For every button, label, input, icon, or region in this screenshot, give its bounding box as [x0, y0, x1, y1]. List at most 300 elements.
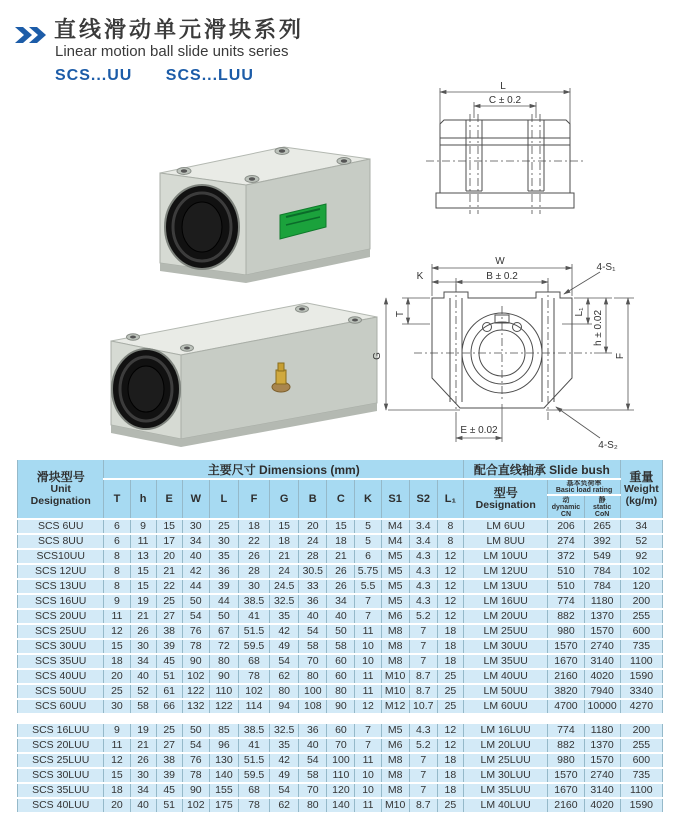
value-cell: 5.5 [355, 579, 381, 594]
value-cell: 30 [130, 768, 156, 783]
value-cell: 7 [409, 753, 437, 768]
value-cell: 80 [209, 654, 238, 669]
value-cell: 40 [327, 609, 355, 624]
value-cell: 102 [620, 564, 662, 579]
value-cell: 2740 [584, 768, 620, 783]
value-cell: 11 [355, 753, 381, 768]
value-cell: 7940 [584, 684, 620, 699]
value-cell: 41 [238, 738, 269, 753]
value-cell: 38.5 [238, 723, 269, 738]
drawing-side-view [390, 80, 630, 240]
value-cell: 18 [104, 783, 130, 798]
value-cell: 78 [238, 798, 269, 813]
value-cell: 8.7 [409, 684, 437, 699]
value-cell: 78 [182, 768, 209, 783]
value-cell: 24 [270, 564, 299, 579]
value-cell: 25 [104, 684, 130, 699]
value-cell: 120 [620, 579, 662, 594]
value-cell: M4 [381, 519, 409, 534]
value-cell: M5 [381, 594, 409, 609]
value-cell: 3.4 [409, 519, 437, 534]
value-cell: 980 [548, 753, 584, 768]
table-row [18, 798, 663, 813]
value-cell: 1590 [620, 798, 662, 813]
unit-designation-cell: SCS 12UU [18, 564, 104, 579]
value-cell: M10 [381, 798, 409, 813]
value-cell: 1100 [620, 654, 662, 669]
bush-designation-cell: LM 35LUU [463, 783, 547, 798]
value-cell: 27 [156, 609, 182, 624]
value-cell: 3340 [620, 684, 662, 699]
value-cell: 5.2 [409, 738, 437, 753]
value-cell: 882 [548, 609, 584, 624]
value-cell: 61 [156, 684, 182, 699]
table-row [18, 609, 663, 624]
dim-label-E: E ± 0.02 [460, 425, 498, 436]
value-cell: 34 [327, 594, 355, 609]
value-cell: 40 [130, 669, 156, 684]
unit-designation-cell: SCS 30LUU [18, 768, 104, 783]
value-cell: 34 [130, 654, 156, 669]
value-cell: 38 [156, 753, 182, 768]
col-header-C: C [327, 479, 355, 519]
unit-designation-cell: SCS 20UU [18, 609, 104, 624]
value-cell: 600 [620, 753, 662, 768]
bush-designation-cell: LM 10UU [464, 549, 548, 564]
col-header-L: L [209, 479, 238, 519]
value-cell: 38 [156, 624, 182, 639]
value-cell: 18 [437, 654, 463, 669]
value-cell: 255 [620, 609, 662, 624]
value-cell: 12 [104, 753, 130, 768]
value-cell: 80 [270, 684, 299, 699]
value-cell: 265 [584, 519, 620, 534]
value-cell: 41 [238, 609, 269, 624]
value-cell: 12 [437, 738, 463, 753]
value-cell: 52 [130, 684, 156, 699]
unit-designation-cell: SCS 40LUU [18, 798, 104, 813]
bush-designation-cell: LM 16UU [464, 594, 548, 609]
value-cell: 255 [620, 738, 662, 753]
value-cell: 11 [104, 738, 130, 753]
col-header-K: K [355, 479, 381, 519]
value-cell: 155 [209, 783, 238, 798]
value-cell: 392 [584, 534, 620, 549]
col-header-B: B [299, 479, 327, 519]
value-cell: 10 [355, 639, 381, 654]
col-header-T: T [104, 479, 130, 519]
value-cell: 1370 [584, 609, 620, 624]
value-cell: 11 [130, 534, 156, 549]
unit-designation-cell: SCS 50UU [18, 684, 104, 699]
value-cell: 59.5 [238, 639, 269, 654]
page-title-zh: 直线滑动单元滑块系列 [54, 17, 305, 42]
table-row [18, 639, 663, 654]
value-cell: 12 [437, 594, 463, 609]
value-cell: 18 [437, 624, 463, 639]
dim-label-L1: L₁ [574, 307, 585, 317]
value-cell: 108 [299, 699, 327, 714]
value-cell: 5.2 [409, 609, 437, 624]
value-cell: 21 [156, 564, 182, 579]
value-cell: 25 [209, 519, 238, 534]
table-row [18, 768, 663, 783]
value-cell: 50 [209, 609, 238, 624]
value-cell: 42 [270, 624, 299, 639]
value-cell: 18 [437, 753, 463, 768]
value-cell: 72 [209, 639, 238, 654]
value-cell: 40 [130, 798, 156, 813]
dim-label-4S2: 4-S₂ [598, 440, 618, 451]
value-cell: 120 [327, 783, 355, 798]
value-cell: 21 [130, 738, 156, 753]
value-cell: 51 [156, 798, 182, 813]
value-cell: 45 [156, 783, 182, 798]
value-cell: 67 [209, 624, 238, 639]
table-row [18, 753, 663, 768]
value-cell: 50 [327, 624, 355, 639]
value-cell: 25 [437, 669, 463, 684]
value-cell: 1590 [620, 669, 662, 684]
value-cell: 784 [584, 579, 620, 594]
value-cell: 7 [409, 654, 437, 669]
value-cell: 62 [270, 669, 299, 684]
value-cell: 76 [182, 624, 209, 639]
value-cell: 1180 [584, 594, 620, 609]
value-cell: 4270 [620, 699, 662, 714]
value-cell: 8 [437, 534, 463, 549]
value-cell: 45 [156, 654, 182, 669]
value-cell: 68 [238, 783, 269, 798]
dim-label-L: L [500, 81, 506, 92]
value-cell: 66 [156, 699, 182, 714]
value-cell: 44 [182, 579, 209, 594]
value-cell: 35 [209, 549, 238, 564]
value-cell: M8 [381, 639, 409, 654]
value-cell: 90 [209, 669, 238, 684]
value-cell: 90 [182, 654, 209, 669]
value-cell: 102 [238, 684, 269, 699]
bush-designation-cell: LM 60UU [464, 699, 548, 714]
unit-designation-cell: SCS 60UU [18, 699, 104, 714]
value-cell: 1570 [548, 639, 584, 654]
value-cell: 51.5 [238, 753, 269, 768]
value-cell: 1180 [584, 723, 620, 738]
value-cell: 12 [437, 564, 463, 579]
value-cell: 38.5 [238, 594, 269, 609]
col-header-S1: S1 [381, 479, 409, 519]
value-cell: 11 [104, 609, 130, 624]
value-cell: 76 [182, 753, 209, 768]
value-cell: 200 [620, 594, 662, 609]
value-cell: 110 [209, 684, 238, 699]
col-header-h: h [130, 479, 156, 519]
value-cell: 1100 [620, 783, 662, 798]
value-cell: 52 [620, 534, 662, 549]
value-cell: 54 [299, 624, 327, 639]
col-header-S2: S2 [409, 479, 437, 519]
unit-designation-cell: SCS 30UU [18, 639, 104, 654]
col-header-slide-bush: 配合直线轴承 Slide bush [464, 459, 621, 479]
unit-designation-cell: SCS 25LUU [18, 753, 104, 768]
value-cell: 44 [209, 594, 238, 609]
value-cell: 5 [355, 534, 381, 549]
value-cell: 7 [355, 723, 381, 738]
bush-designation-cell: LM 6UU [464, 519, 548, 534]
value-cell: 102 [182, 669, 209, 684]
value-cell: 10 [355, 768, 381, 783]
unit-designation-cell: SCS 20LUU [18, 738, 104, 753]
table-row [18, 594, 663, 609]
value-cell: 140 [209, 768, 238, 783]
value-cell: 40 [182, 549, 209, 564]
dim-label-h: h ± 0.02 [593, 309, 604, 347]
value-cell: 510 [548, 564, 584, 579]
value-cell: 274 [548, 534, 584, 549]
value-cell: 25 [437, 699, 463, 714]
value-cell: 26 [327, 564, 355, 579]
value-cell: 26 [130, 624, 156, 639]
value-cell: M8 [381, 768, 409, 783]
value-cell: 372 [548, 549, 584, 564]
value-cell: 35 [270, 738, 299, 753]
value-cell: 68 [238, 654, 269, 669]
value-cell: 130 [209, 753, 238, 768]
value-cell: 60 [327, 723, 355, 738]
value-cell: 1370 [584, 738, 620, 753]
value-cell: M10 [381, 669, 409, 684]
value-cell: 3.4 [409, 534, 437, 549]
value-cell: 59.5 [238, 768, 269, 783]
value-cell: M5 [381, 564, 409, 579]
value-cell: 6 [104, 534, 130, 549]
value-cell: M6 [381, 738, 409, 753]
value-cell: 12 [437, 549, 463, 564]
product-photo-scs-luu [85, 275, 395, 455]
value-cell: 200 [620, 723, 662, 738]
value-cell: 80 [299, 798, 327, 813]
drawing-front-view [368, 250, 680, 455]
value-cell: 94 [270, 699, 299, 714]
col-header-static: 静 static CoN [584, 495, 620, 519]
value-cell: 114 [238, 699, 269, 714]
bush-designation-cell: LM 16LUU [463, 723, 547, 738]
value-cell: 132 [182, 699, 209, 714]
value-cell: 7 [355, 609, 381, 624]
unit-designation-cell: SCS 16LUU [18, 723, 104, 738]
value-cell: 51.5 [238, 624, 269, 639]
dimensions-table-uu [17, 458, 663, 715]
value-cell: 78 [182, 639, 209, 654]
table-row [18, 564, 663, 579]
value-cell: 15 [270, 519, 299, 534]
bush-designation-cell: LM 8UU [464, 534, 548, 549]
value-cell: 58 [327, 639, 355, 654]
value-cell: 36 [209, 564, 238, 579]
value-cell: 21 [270, 549, 299, 564]
value-cell: 42 [270, 753, 299, 768]
col-header-dynamic: 动 dynamic CN [548, 495, 584, 519]
value-cell: 10 [355, 783, 381, 798]
value-cell: 60 [327, 654, 355, 669]
value-cell: 8 [104, 549, 130, 564]
value-cell: 4.3 [409, 549, 437, 564]
value-cell: 7 [409, 783, 437, 798]
value-cell: 12 [355, 699, 381, 714]
value-cell: 100 [299, 684, 327, 699]
value-cell: 18 [437, 783, 463, 798]
value-cell: 34 [620, 519, 662, 534]
bush-designation-cell: LM 20LUU [463, 738, 547, 753]
value-cell: 12 [437, 579, 463, 594]
bush-designation-cell: LM 13UU [464, 579, 548, 594]
unit-designation-cell: SCS 6UU [18, 519, 104, 534]
value-cell: 13 [130, 549, 156, 564]
value-cell: 30 [104, 699, 130, 714]
bush-designation-cell: LM 25UU [464, 624, 548, 639]
value-cell: 18 [437, 639, 463, 654]
value-cell: 25 [437, 684, 463, 699]
bush-designation-cell: LM 40UU [464, 669, 548, 684]
value-cell: 4.3 [409, 723, 437, 738]
col-header-dimensions: 主要尺寸 Dimensions (mm) [104, 459, 464, 479]
value-cell: 6 [355, 549, 381, 564]
value-cell: 20 [299, 519, 327, 534]
value-cell: 19 [130, 723, 156, 738]
value-cell: 50 [182, 594, 209, 609]
col-header-L1: L₁ [437, 479, 463, 519]
value-cell: 33 [299, 579, 327, 594]
series-name-uu: SCS...UU [55, 67, 133, 84]
value-cell: M4 [381, 534, 409, 549]
chevrons-icon [15, 27, 51, 43]
value-cell: 50 [182, 723, 209, 738]
value-cell: 4700 [548, 699, 584, 714]
value-cell: 5.75 [355, 564, 381, 579]
value-cell: 8 [104, 564, 130, 579]
value-cell: 20 [104, 669, 130, 684]
value-cell: 4020 [584, 798, 620, 813]
value-cell: 15 [327, 519, 355, 534]
value-cell: 4.3 [409, 564, 437, 579]
value-cell: 8 [104, 579, 130, 594]
col-header-G: G [270, 479, 299, 519]
value-cell: 26 [327, 579, 355, 594]
dim-label-C: C ± 0.2 [488, 95, 522, 106]
value-cell: 36 [299, 594, 327, 609]
value-cell: 70 [299, 783, 327, 798]
value-cell: 18 [238, 519, 269, 534]
bush-designation-cell: LM 30LUU [463, 768, 547, 783]
table-row [18, 669, 663, 684]
value-cell: 30 [209, 534, 238, 549]
value-cell: 140 [327, 798, 355, 813]
value-cell: 22 [238, 534, 269, 549]
value-cell: 28 [238, 564, 269, 579]
col-header-F: F [238, 479, 269, 519]
value-cell: 6 [104, 519, 130, 534]
value-cell: M5 [381, 549, 409, 564]
value-cell: 32.5 [270, 723, 299, 738]
value-cell: M8 [381, 753, 409, 768]
bush-designation-cell: LM 30UU [464, 639, 548, 654]
value-cell: 122 [182, 684, 209, 699]
value-cell: 774 [548, 594, 584, 609]
value-cell: 18 [327, 534, 355, 549]
dim-label-4S1: 4-S₁ [596, 262, 616, 273]
value-cell: 39 [156, 768, 182, 783]
value-cell: 549 [584, 549, 620, 564]
value-cell: 36 [299, 723, 327, 738]
value-cell: 12 [104, 624, 130, 639]
value-cell: 15 [104, 639, 130, 654]
value-cell: M8 [381, 783, 409, 798]
value-cell: 110 [327, 768, 355, 783]
table-row [18, 519, 663, 534]
value-cell: 735 [620, 768, 662, 783]
value-cell: 206 [548, 519, 584, 534]
value-cell: 49 [270, 768, 299, 783]
value-cell: 80 [327, 684, 355, 699]
value-cell: 4020 [584, 669, 620, 684]
value-cell: 4.3 [409, 579, 437, 594]
value-cell: 25 [437, 798, 463, 813]
value-cell: 7 [409, 624, 437, 639]
value-cell: 54 [299, 753, 327, 768]
value-cell: 2160 [548, 669, 584, 684]
value-cell: 85 [209, 723, 238, 738]
col-header-load-rating: 基本负荷率 Basic load rating [548, 479, 620, 495]
dim-label-F: F [615, 352, 626, 360]
value-cell: 1570 [548, 768, 584, 783]
value-cell: 58 [299, 639, 327, 654]
value-cell: M5 [381, 723, 409, 738]
value-cell: 7 [355, 738, 381, 753]
value-cell: 20 [104, 798, 130, 813]
value-cell: 78 [238, 669, 269, 684]
value-cell: 54 [270, 783, 299, 798]
value-cell: 28 [299, 549, 327, 564]
value-cell: 15 [130, 564, 156, 579]
value-cell: 34 [130, 783, 156, 798]
value-cell: 7 [355, 594, 381, 609]
value-cell: 70 [327, 738, 355, 753]
value-cell: 22 [156, 579, 182, 594]
value-cell: 100 [327, 753, 355, 768]
table-row [18, 579, 663, 594]
value-cell: 17 [156, 534, 182, 549]
value-cell: 15 [156, 519, 182, 534]
page-title-en: Linear motion ball slide units series [55, 43, 289, 60]
value-cell: 58 [299, 768, 327, 783]
value-cell: 20 [156, 549, 182, 564]
bush-designation-cell: LM 20UU [464, 609, 548, 624]
unit-designation-cell: SCS 16UU [18, 594, 104, 609]
value-cell: 7 [409, 639, 437, 654]
value-cell: M5 [381, 579, 409, 594]
value-cell: 26 [130, 753, 156, 768]
value-cell: 25 [156, 723, 182, 738]
value-cell: M12 [381, 699, 409, 714]
table-row [18, 654, 663, 669]
value-cell: 26 [238, 549, 269, 564]
bush-designation-cell: LM 12UU [464, 564, 548, 579]
value-cell: 510 [548, 579, 584, 594]
specification-tables [17, 458, 665, 814]
value-cell: 12 [437, 723, 463, 738]
bush-designation-cell: LM 40LUU [463, 798, 547, 813]
value-cell: 39 [156, 639, 182, 654]
